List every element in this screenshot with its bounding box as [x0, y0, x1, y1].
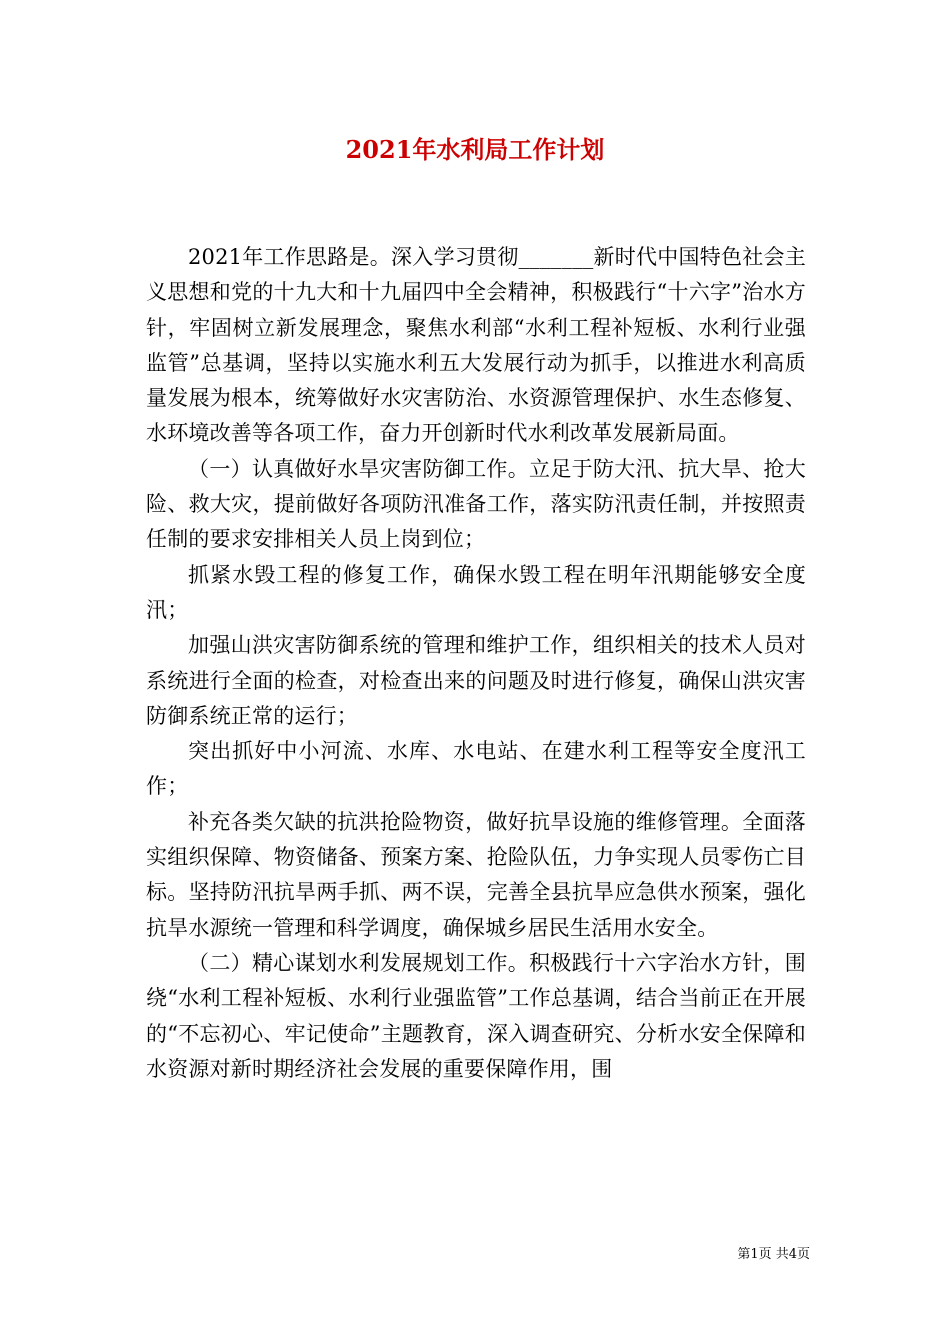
paragraph-flood-repair: 抓紧水毁工程的修复工作，确保水毁工程在明年汛期能够安全度汛； — [146, 562, 806, 622]
paragraph-mountain-flood-system: 加强山洪灾害防御系统的管理和维护工作，组织相关的技术人员对系统进行全面的检查，对检查出来的问题及时进行修复，确保山洪灾害防御系统正常的运行； — [146, 633, 806, 728]
document-title: 2021年水利局工作计划 — [345, 135, 605, 164]
paragraph-section-1: （一）认真做好水旱灾害防御工作。立足于防大汛、抗大旱、抢大险、救大灾，提前做好各项防汛准备工作，落实防汛责任制，并按照责任制的要求安排相关人员上岗到位； — [146, 456, 806, 552]
page-number-footer: 第1页 共4页 — [737, 1247, 810, 1262]
paragraph-river-safety: 突出抓好中小河流、水库、水电站、在建水利工程等安全度汛工作； — [146, 739, 806, 799]
paragraph-supplies: 补充各类欠缺的抗洪抢险物资，做好抗旱设施的维修管理。全面落实组织保障、物资储备、预案方案、抢险队伍，力争实现人员零伤亡目标。坚持防汛抗旱两手抓、两不误，完善全县抗旱应急供水预案，强化抗旱水源统一管理和科学调度，确保城乡居民生活用水安全。 — [146, 809, 806, 940]
paragraph-intro: 2021年工作思路是。深入学习贯彻_______新时代中国特色社会主义思想和党的十九大和十九届四中全会精神，积极践行“十六字”治水方针，牢固树立新发展理念，聚焦水利部“水利工程补短板、水利行业强监管”总基调，坚持以实施水利五大发展行动为抓手，以推进水利高质量发展为根本，统筹做好水灾害防治、水资源管理保护、水生态修复、水环境改善等各项工作，奋力开创新时代水利改革发展新局面。 — [146, 245, 806, 446]
paragraph-section-2: （二）精心谋划水利发展规划工作。积极践行十六字治水方针，围绕“水利工程补短板、水利行业强监管”工作总基调，结合当前正在开展的“不忘初心、牢记使命”主题教育，深入调查研究、分析水安全保障和水资源对新时期经济社会发展的重要保障作用，围 — [146, 950, 806, 1081]
document-body — [146, 240, 806, 1087]
